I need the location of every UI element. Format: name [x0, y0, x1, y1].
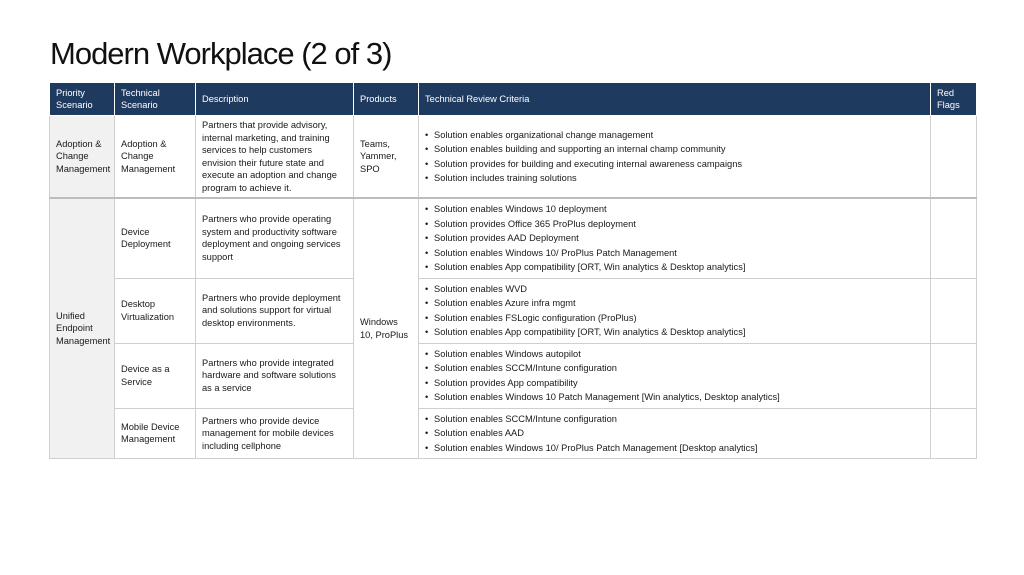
criteria-item: • Solution enables Azure infra mgmt [425, 296, 924, 311]
red-flags-cell [931, 116, 977, 199]
criteria-cell [419, 116, 931, 199]
table-row [50, 116, 977, 199]
criteria-item: • Solution provides for building and executing internal awareness campaigns [425, 157, 924, 172]
header-row [50, 83, 977, 116]
criteria-item: • Solution provides Office 365 ProPlus deployment [425, 217, 924, 232]
header-priority-scenario: Priority Scenario [50, 83, 115, 116]
table-row [50, 408, 977, 459]
header-products: Products [354, 83, 419, 116]
slide-title: Modern Workplace (2 of 3) [50, 36, 392, 71]
description-cell: Partners who provide device management for mobile devices including cellphone [196, 408, 354, 459]
criteria-item: • Solution enables Windows 10 deployment [425, 202, 924, 217]
description-cell: Partners who provide deployment and solutions support for virtual desktop environments. [196, 278, 354, 343]
red-flags-cell [931, 343, 977, 408]
criteria-item: • Solution enables WVD [425, 282, 924, 297]
header-description: Description [196, 83, 354, 116]
criteria-item: • Solution includes training solutions [425, 171, 924, 186]
priority-scenario-cell: Unified Endpoint Management [50, 198, 115, 459]
header-red-flags: Red Flags [931, 83, 977, 116]
table-row [50, 343, 977, 408]
criteria-item: • Solution enables Windows 10/ ProPlus Patch Management [425, 246, 924, 261]
red-flags-cell [931, 408, 977, 459]
criteria-cell [419, 408, 931, 459]
criteria-item: • Solution enables Windows autopilot [425, 347, 924, 362]
criteria-item: • Solution enables organizational change management [425, 128, 924, 143]
technical-scenario-cell: Device Deployment [115, 198, 196, 278]
priority-scenario-cell: Adoption & Change Management [50, 116, 115, 199]
criteria-item: • Solution enables SCCM/Intune configuration [425, 361, 924, 376]
criteria-item: • Solution enables FSLogic configuration (ProPlus) [425, 311, 924, 326]
criteria-item: • Solution enables App compatibility [ORT, Win analytics & Desktop analytics] [425, 325, 924, 340]
technical-scenario-cell: Desktop Virtualization [115, 278, 196, 343]
header-technical-scenario: Technical Scenario [115, 83, 196, 116]
criteria-item: • Solution enables App compatibility [ORT, Win analytics & Desktop analytics] [425, 260, 924, 275]
criteria-cell [419, 343, 931, 408]
products-cell: Teams, Yammer, SPO [354, 116, 419, 199]
description-cell: Partners who provide operating system and productivity software deployment and ongoing services support [196, 198, 354, 278]
header-technical-review-criteria: Technical Review Criteria [419, 83, 931, 116]
table-row [50, 198, 977, 278]
criteria-item: • Solution enables AAD [425, 426, 924, 441]
red-flags-cell [931, 278, 977, 343]
description-cell: Partners who provide integrated hardware and software solutions as a service [196, 343, 354, 408]
review-criteria-table [49, 82, 977, 459]
criteria-item: • Solution provides AAD Deployment [425, 231, 924, 246]
criteria-cell [419, 278, 931, 343]
criteria-item: • Solution provides App compatibility [425, 376, 924, 391]
technical-scenario-cell: Device as a Service [115, 343, 196, 408]
criteria-item: • Solution enables Windows 10/ ProPlus Patch Management [Desktop analytics] [425, 441, 924, 456]
description-cell: Partners that provide advisory, internal marketing, and training services to help customers envision their future state and execute an adoption and change program to achieve it. [196, 116, 354, 199]
criteria-item: • Solution enables building and supporting an internal champ community [425, 142, 924, 157]
table-row [50, 278, 977, 343]
criteria-item: • Solution enables SCCM/Intune configuration [425, 412, 924, 427]
red-flags-cell [931, 198, 977, 278]
criteria-cell [419, 198, 931, 278]
technical-scenario-cell: Mobile Device Management [115, 408, 196, 459]
technical-scenario-cell: Adoption & Change Management [115, 116, 196, 199]
products-cell: Windows 10, ProPlus [354, 198, 419, 459]
criteria-item: • Solution enables Windows 10 Patch Management [Win analytics, Desktop analytics] [425, 390, 924, 405]
